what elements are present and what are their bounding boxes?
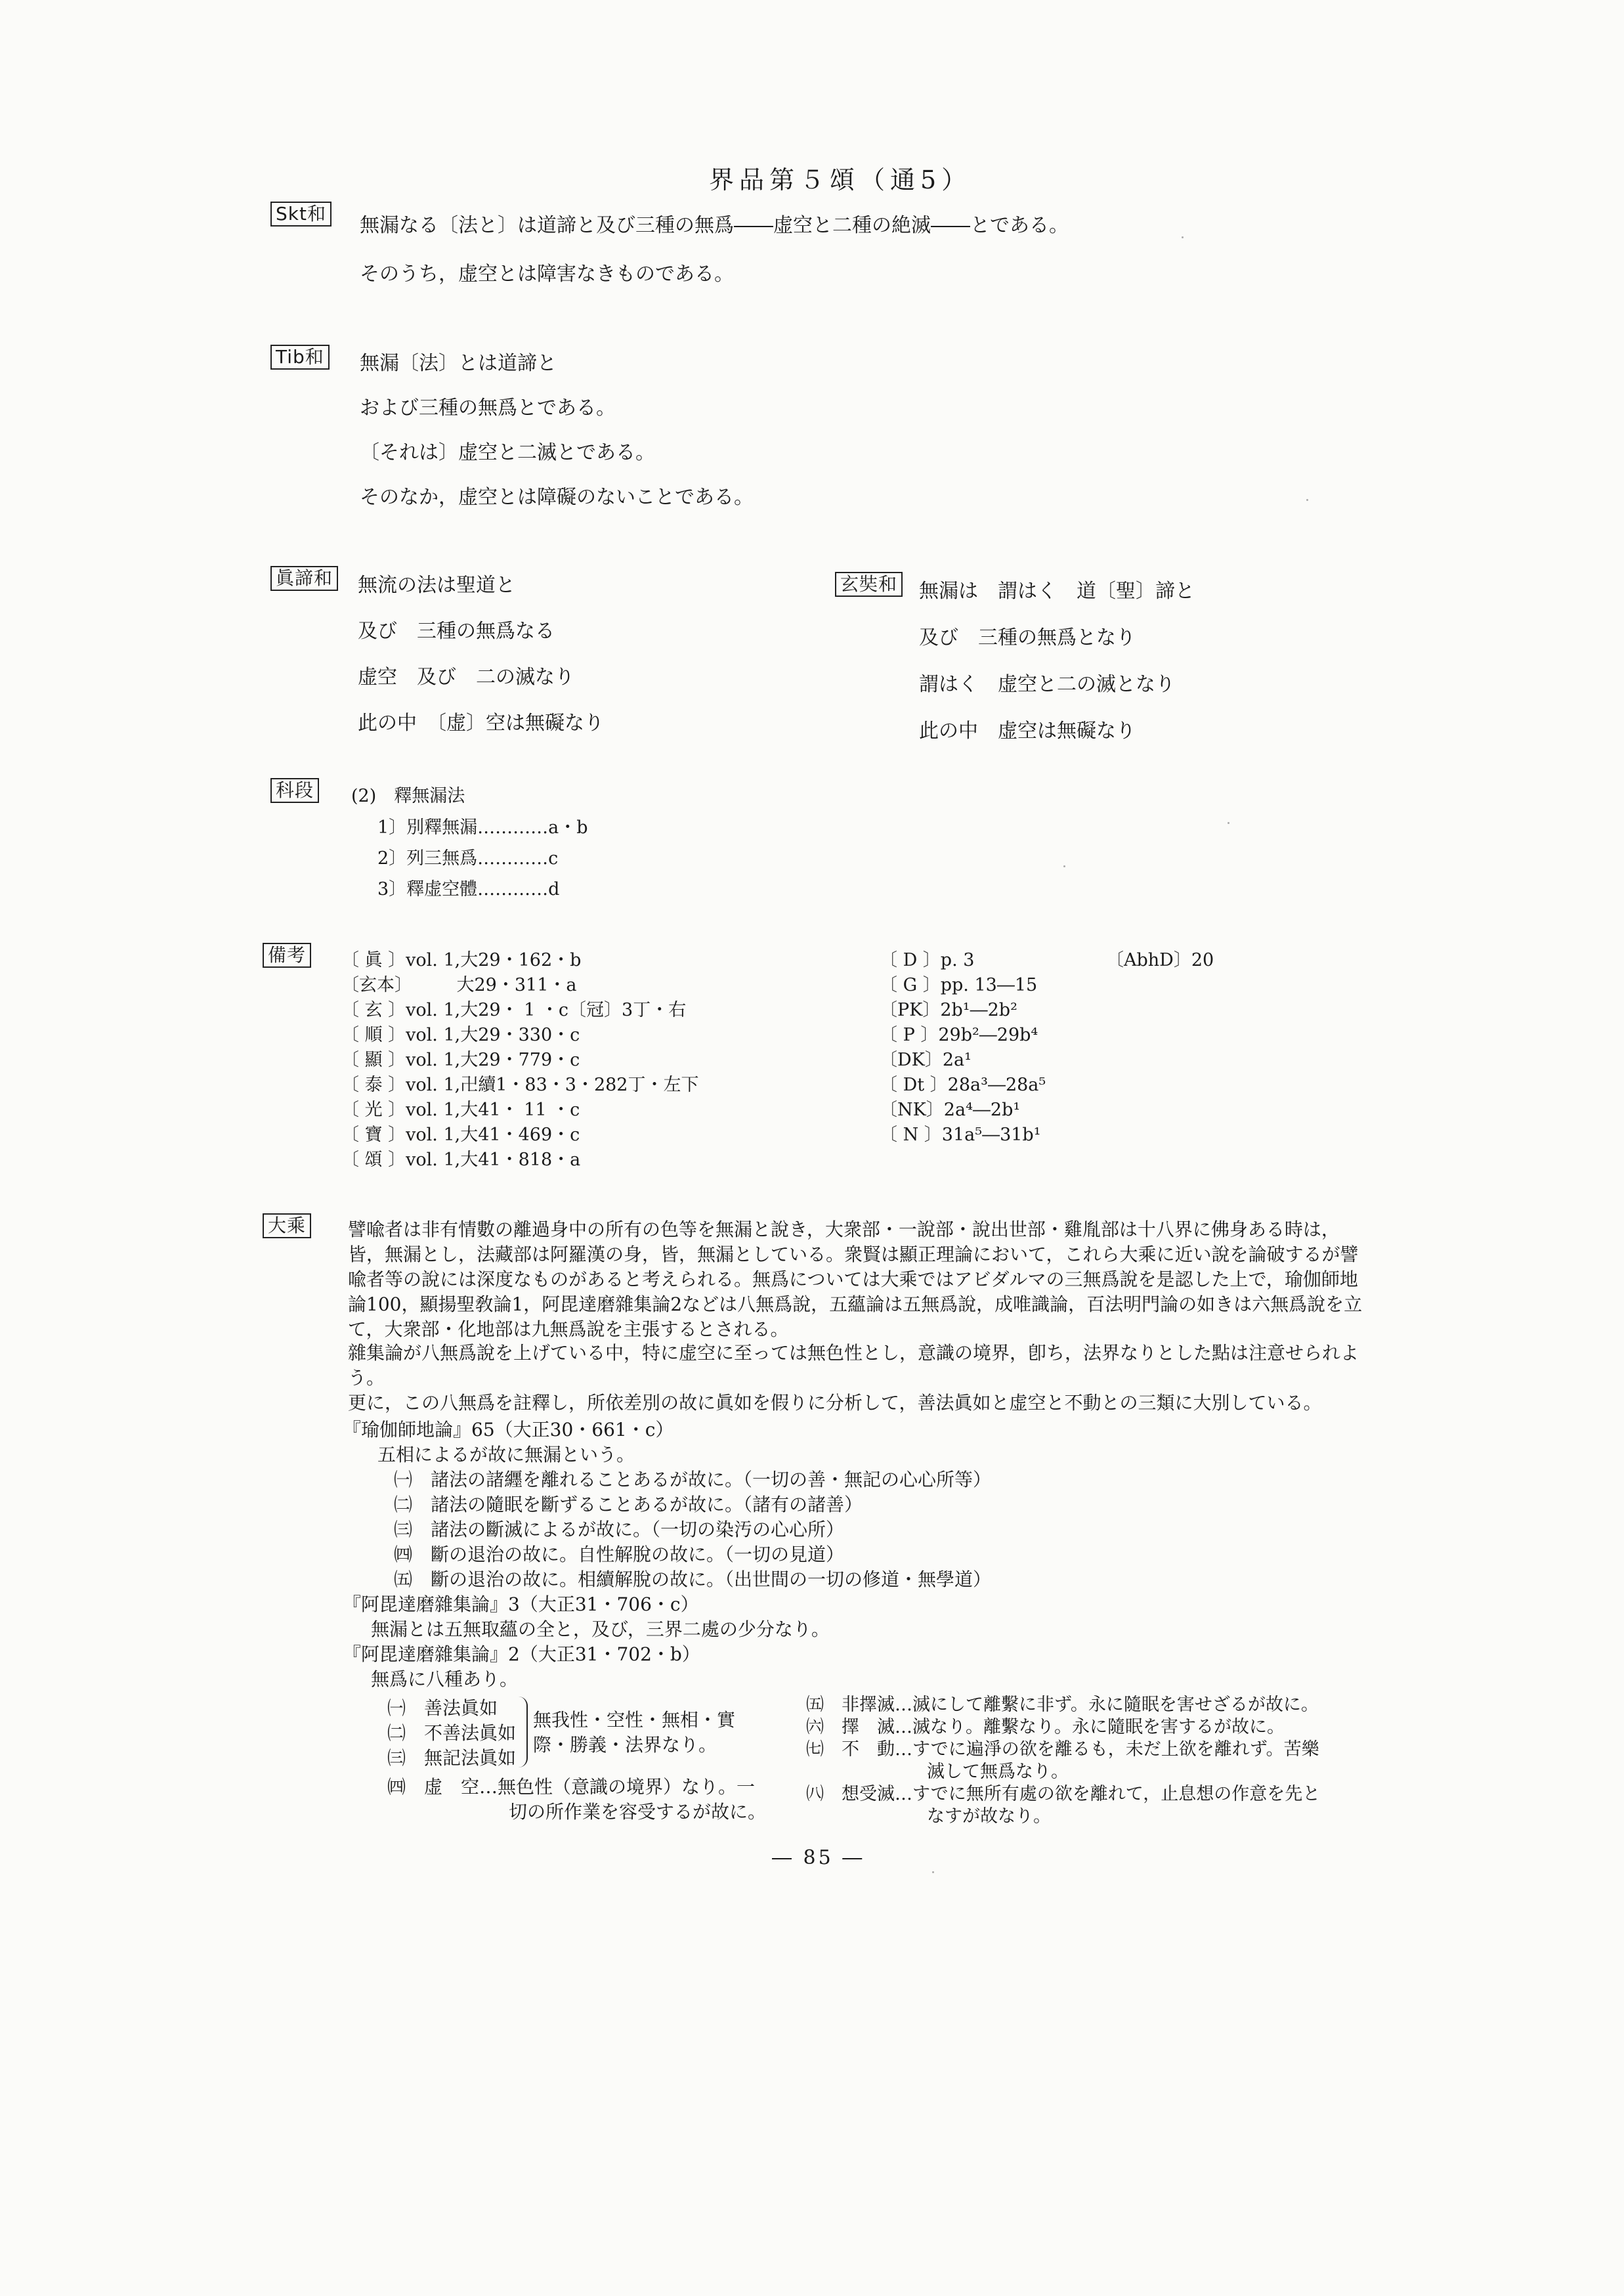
eight-item-4b: 切の所作業を容受するが故に。 — [509, 1801, 767, 1823]
kadan-item-2: 2〕列三無爲…………c — [377, 848, 559, 869]
daijo-src-1-item-2: ㈡ 諸法の隨眠を斷ずることあるが故に。（諸有の諸善） — [394, 1494, 863, 1515]
kadan-heading: (2) 釋無漏法 — [351, 786, 465, 806]
eight-item-8-cont: なすが故なり。 — [927, 1806, 1051, 1827]
biko-right-1: 〔 D 〕p. 3 — [880, 950, 975, 970]
genjo-line-2: 及び 三種の無爲となり — [919, 626, 1136, 649]
eight-item-3: ㈢ 無記法眞如 — [387, 1747, 517, 1769]
biko-right-7: 〔NK〕2a⁴―2b¹ — [880, 1100, 1021, 1120]
eight-brace-text-2: 際・勝義・法界なり。 — [533, 1734, 717, 1756]
page-number: ― 85 ― — [772, 1846, 865, 1869]
biko-right-8: 〔 N 〕31a⁵―31b¹ — [880, 1125, 1041, 1145]
eight-item-7: ㈦ 不 動…すでに遍淨の欲を離るも，未だ上欲を離れず。苦樂 — [806, 1739, 1319, 1760]
tib-line-4: そのなか，虚空とは障礙のないことである。 — [360, 486, 754, 509]
biko-left-6: 〔 泰 〕vol. 1,卍續1・83・3・282丁・左下 — [341, 1075, 699, 1095]
biko-right-4: 〔 P 〕29b²―29b⁴ — [880, 1025, 1038, 1045]
daijo-para-3: 更に，この八無爲を註釋し，所依差別の故に眞如を假りに分析して，善法眞如と虚空と不動との三類に大別している。 — [348, 1392, 1322, 1414]
scan-speck — [1182, 236, 1184, 238]
eight-item-6: ㈥ 擇 滅…滅なり。離繫なり。永に隨眠を害するが故に。 — [806, 1717, 1285, 1737]
scan-speck — [932, 1871, 934, 1873]
eight-item-4a: ㈣ 虚 空…無色性（意識の境界）なり。一 — [387, 1776, 756, 1798]
daijo-src-1-item-5: ㈤ 斷の退治の故に。相續解脫の故に。（出世間の一切の修道・無學道） — [394, 1569, 992, 1590]
tib-line-2: および三種の無爲とである。 — [360, 397, 616, 420]
skt-line-2: そのうち，虚空とは障害なきものである。 — [360, 263, 734, 286]
daijo-src-3-head: 無爲に八種あり。 — [371, 1668, 519, 1690]
kadan-item-3: 3〕釋虚空體…………d — [377, 879, 560, 899]
biko-left-3: 〔 玄 〕vol. 1,大29・ 1 ・c〔冠〕3丁・右 — [341, 1000, 687, 1020]
daijo-src-2: 『阿毘達磨雜集論』3（大正31・706・c） — [343, 1593, 699, 1615]
daijo-src-1: 『瑜伽師地論』65（大正30・661・c） — [343, 1419, 674, 1440]
biko-left-8: 〔 寶 〕vol. 1,大41・469・c — [341, 1125, 580, 1145]
biko-left-4: 〔 順 〕vol. 1,大29・330・c — [341, 1025, 580, 1045]
daijo-tag: 大乘 — [263, 1213, 311, 1238]
shintai-tag: 眞諦和 — [270, 566, 338, 591]
biko-left-5: 〔 顯 〕vol. 1,大29・779・c — [341, 1050, 580, 1070]
scan-speck — [1228, 822, 1229, 824]
scan-speck — [1306, 499, 1308, 501]
biko-right-2: 〔 G 〕pp. 13―15 — [880, 975, 1038, 995]
genjo-line-1: 無漏は 謂はく 道〔聖〕諦と — [919, 580, 1195, 603]
daijo-para-1: 譬喩者は非有情數の離過身中の所有の色等を無漏と說き，大衆部・一說部・說出世部・雞胤部は十八界に佛身ある時は，皆，無漏とし，法藏部は阿羅漢の身，皆，無漏としている。衆賢は顯正理論において，これら大乘に近い說を論破するが譬喩者等の說には深度なものがあると考えられる。無爲については大乘ではアビダルマの三無爲說を是認した上で，瑜伽師地論100，顯揚聖敎論1，阿毘達磨雜集論2などは八無爲說，五蘊論は五無爲說，成唯識論，百法明門論の如きは六無爲說を立て，大衆部・化地部は九無爲說を主張するとされる。 — [348, 1219, 1363, 1340]
biko-left-9: 〔 頌 〕vol. 1,大41・818・a — [341, 1150, 581, 1170]
page-title: 界品第５頌（通5） — [709, 165, 972, 194]
eight-item-1: ㈠ 善法眞如 — [387, 1697, 498, 1719]
shintai-line-2: 及び 三種の無爲なる — [358, 620, 555, 643]
eight-item-5: ㈤ 非擇滅…滅にして離繫に非ず。永に隨眠を害せざるが故に。 — [806, 1695, 1319, 1715]
eight-brace-text-1: 無我性・空性・無相・實 — [533, 1709, 736, 1731]
tib-tag: Tib和 — [270, 345, 330, 370]
biko-right-3: 〔PK〕2b¹―2b² — [880, 1000, 1017, 1020]
daijo-src-1-item-1: ㈠ 諸法の諸纒を離れることあるが故に。（一切の善・無記の心心所等） — [394, 1469, 992, 1490]
biko-left-2: 〔玄本〕 大29・311・a — [341, 975, 577, 995]
daijo-src-2-text: 無漏とは五無取蘊の全と，及び，三界二處の少分なり。 — [371, 1618, 830, 1640]
eight-item-7-cont: 滅して無爲なり。 — [927, 1762, 1069, 1782]
biko-tag: 備考 — [263, 943, 311, 968]
shintai-line-4: 此の中 〔虚〕空は無礙なり — [358, 712, 604, 735]
biko-abhd: 〔AbhD〕20 — [1106, 950, 1214, 970]
daijo-src-1-head: 五相によるが故に無漏という。 — [377, 1444, 635, 1465]
eight-brace — [517, 1697, 528, 1767]
biko-left-7: 〔 光 〕vol. 1,大41・ 11 ・c — [341, 1100, 580, 1120]
kadan-item-1: 1〕別釋無漏…………a・b — [377, 817, 588, 838]
daijo-para-2: 雜集論が八無爲說を上げている中，特に虚空に至っては無色性とし，意識の境界，卽ち，法界なりとした點は注意せられよう。 — [348, 1342, 1359, 1389]
daijo-src-1-item-4: ㈣ 斷の退治の故に。自性解脫の故に。（一切の見道） — [394, 1544, 845, 1565]
eight-item-2: ㈡ 不善法眞如 — [387, 1722, 517, 1744]
biko-right-6: 〔 Dt 〕28a³―28a⁵ — [880, 1075, 1046, 1095]
shintai-line-1: 無流の法は聖道と — [358, 574, 515, 597]
biko-right-5: 〔DK〕2a¹ — [880, 1050, 972, 1070]
scan-speck — [1063, 865, 1065, 867]
daijo-src-3: 『阿毘達磨雜集論』2（大正31・702・b） — [343, 1643, 700, 1665]
genjo-line-3: 謂はく 虚空と二の滅となり — [919, 673, 1175, 696]
kadan-tag: 科段 — [270, 778, 319, 803]
eight-item-8: ㈧ 想受滅…すでに無所有處の欲を離れて，止息想の作意を先と — [806, 1784, 1321, 1804]
daijo-src-1-item-3: ㈢ 諸法の斷滅によるが故に。（一切の染汚の心心所） — [394, 1519, 845, 1540]
skt-line-1: 無漏なる〔法と〕は道諦と及び三種の無爲――虚空と二種の絶滅――とである。 — [360, 214, 1069, 237]
genjo-tag: 玄奘和 — [835, 572, 903, 597]
shintai-line-3: 虚空 及び 二の滅なり — [358, 666, 574, 689]
tib-line-3: 〔それは〕虚空と二滅とである。 — [360, 441, 655, 464]
genjo-line-4: 此の中 虚空は無礙なり — [919, 720, 1136, 743]
skt-tag: Skt和 — [270, 202, 331, 227]
tib-line-1: 無漏〔法〕とは道諦と — [360, 352, 557, 375]
biko-left-1: 〔 眞 〕vol. 1,大29・162・b — [341, 950, 582, 970]
